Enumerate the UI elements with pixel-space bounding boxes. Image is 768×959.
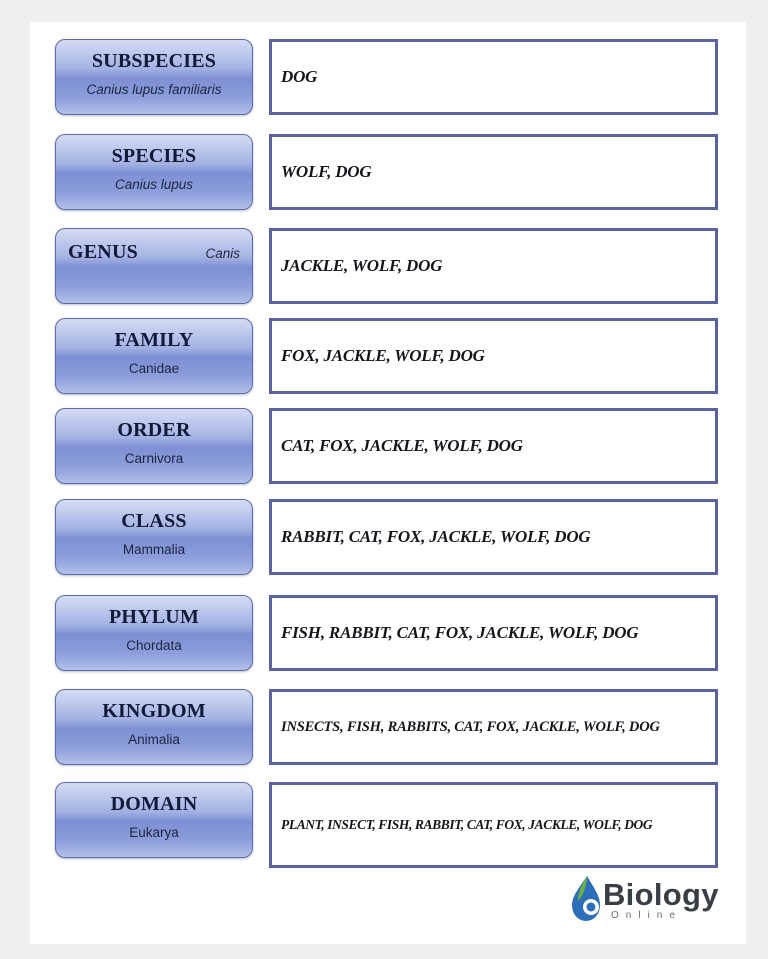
rank-name: SUBSPECIES [91, 50, 217, 72]
rank-box [55, 228, 253, 304]
biology-online-logo [567, 874, 727, 924]
members-text: WOLF, DOG [281, 162, 372, 181]
members-box [269, 595, 718, 671]
rank-name: GENUS [68, 241, 138, 263]
biology-online-leaf-drop-icon [567, 874, 605, 924]
members-box [269, 782, 718, 868]
rank-name: PHYLUM [108, 606, 200, 628]
rank-box [55, 499, 253, 575]
members-text: FISH, RABBIT, CAT, FOX, JACKLE, WOLF, DOG [281, 623, 639, 642]
members-box [269, 134, 718, 210]
rank-scientific-name: Canidae [128, 361, 180, 376]
rank-name: FAMILY [114, 329, 194, 351]
rank-name: CLASS [121, 510, 187, 532]
rank-scientific-name: Chordata [126, 638, 182, 653]
members-text: CAT, FOX, JACKLE, WOLF, DOG [281, 436, 523, 455]
members-text: DOG [281, 67, 318, 86]
rank-box [55, 408, 253, 484]
rank-scientific-name: Canius lupus [114, 177, 194, 192]
members-box [269, 499, 718, 575]
rank-scientific-name: Canius lupus familiaris [86, 82, 222, 97]
rank-scientific-name: Animalia [128, 732, 180, 747]
rank-box [55, 39, 253, 115]
rank-name: ORDER [117, 419, 191, 441]
rank-box [55, 134, 253, 210]
rank-scientific-name: Carnivora [124, 451, 184, 466]
members-text: INSECTS, FISH, RABBITS, CAT, FOX, JACKLE, WOLF, DOG [281, 718, 660, 735]
rank-scientific-name: Eukarya [129, 825, 179, 840]
rank-box [55, 689, 253, 765]
logo-subtitle: Online [611, 910, 682, 921]
rank-box [55, 595, 253, 671]
taxonomy-card [30, 22, 746, 944]
rank-box [55, 318, 253, 394]
rank-name: DOMAIN [110, 793, 198, 815]
logo-wordmark: Biology [603, 877, 719, 912]
members-box [269, 39, 718, 115]
rank-scientific-name: Canis [205, 246, 240, 261]
rank-box [55, 782, 253, 858]
members-box [269, 318, 718, 394]
members-text: FOX, JACKLE, WOLF, DOG [281, 346, 485, 365]
members-text: PLANT, INSECT, FISH, RABBIT, CAT, FOX, JACKLE, WOLF, DOG [281, 817, 653, 832]
members-box [269, 408, 718, 484]
members-box [269, 689, 718, 765]
rank-name: KINGDOM [102, 700, 206, 722]
members-box [269, 228, 718, 304]
members-text: JACKLE, WOLF, DOG [281, 256, 443, 275]
rank-name: SPECIES [111, 145, 197, 167]
rank-scientific-name: Mammalia [122, 542, 186, 557]
members-text: RABBIT, CAT, FOX, JACKLE, WOLF, DOG [281, 527, 591, 546]
